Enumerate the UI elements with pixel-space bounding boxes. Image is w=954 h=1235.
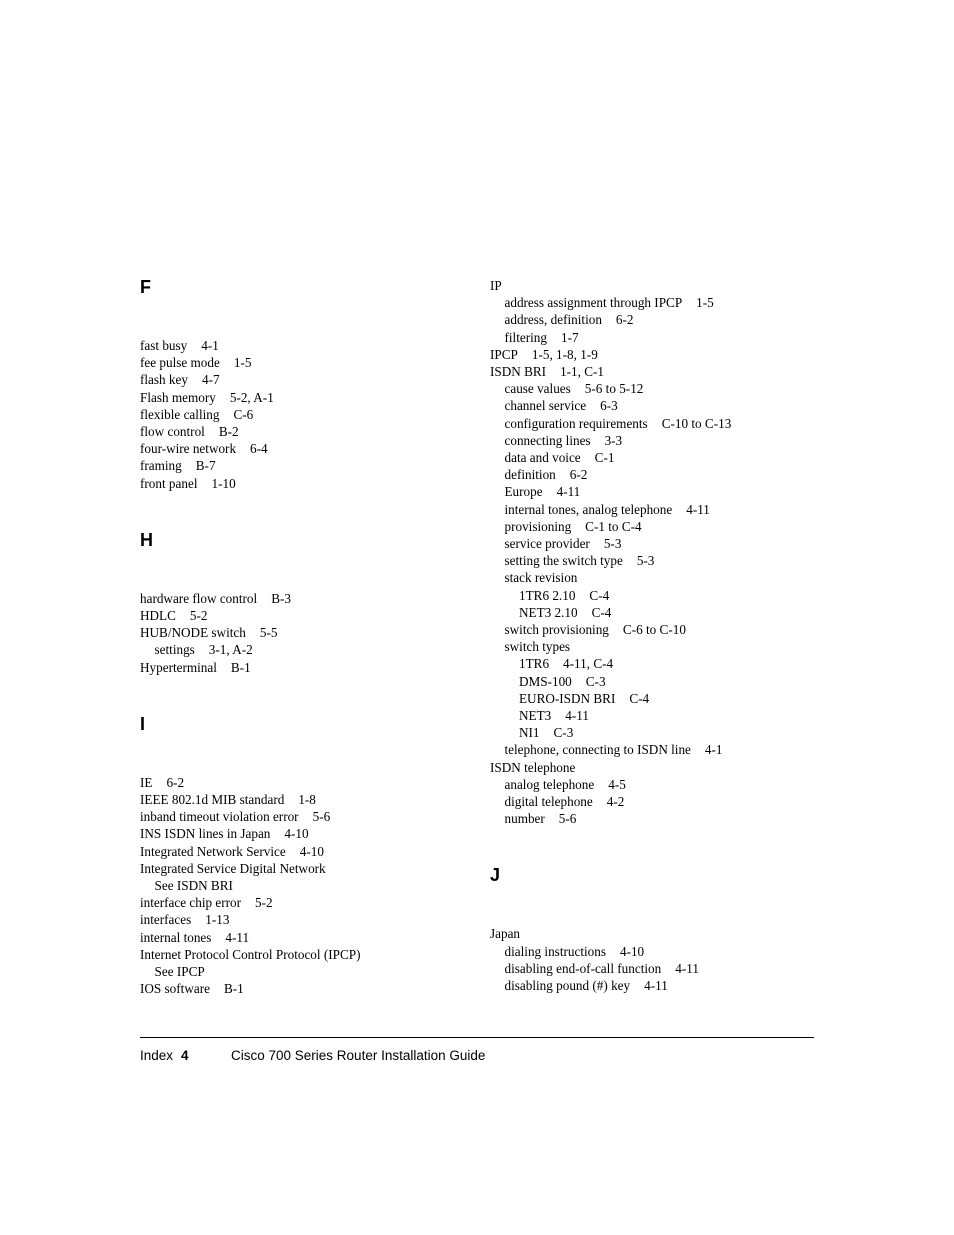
index-entry-pages[interactable]: C-4	[591, 604, 612, 620]
index-entry-term: NET3 2.10	[519, 604, 578, 620]
index-entry-pages[interactable]: 5-2	[189, 608, 208, 623]
index-entry	[519, 707, 589, 724]
index-entry	[505, 415, 732, 432]
index-entry-pages[interactable]: B-2	[218, 424, 239, 439]
index-entry	[505, 380, 644, 397]
index-entry-pages[interactable]: 3-3	[604, 432, 623, 448]
index-entry	[140, 406, 253, 423]
index-entry	[519, 587, 609, 604]
index-entry	[140, 825, 309, 842]
index-entry-term: address assignment through IPCP	[504, 295, 683, 311]
index-entry	[519, 655, 613, 672]
index-entry-term: cause values	[504, 381, 571, 397]
index-entry	[505, 569, 578, 586]
index-entry-pages[interactable]: 6-2	[166, 774, 185, 790]
index-entry	[140, 337, 219, 354]
index-entry-pages[interactable]: 5-6	[312, 809, 331, 825]
index-entry-term: Internet Protocol Control Protocol (IPCP)	[140, 946, 361, 962]
index-entry-pages[interactable]: 6-4	[250, 441, 268, 457]
index-entry-term: flexible calling	[140, 406, 220, 422]
index-entry	[490, 363, 604, 380]
index-entry	[505, 397, 618, 414]
index-entry-term: connecting lines	[504, 432, 591, 448]
index-entry-term: setting the switch type	[504, 553, 623, 569]
index-entry-pages[interactable]: 5-2, A-1	[229, 389, 274, 405]
index-entry	[505, 943, 645, 960]
index-entry	[140, 929, 249, 946]
index-entry	[155, 963, 205, 980]
index-entry-pages[interactable]: 6-2	[615, 312, 634, 328]
index-entry	[505, 741, 723, 758]
index-entry	[519, 724, 573, 741]
index-entry-term: disabling pound (#) key	[504, 978, 631, 993]
index-entry-term: See IPCP	[154, 964, 205, 979]
index-entry-pages[interactable]: 1-5	[696, 295, 714, 311]
index-entry	[519, 673, 606, 690]
index-entry-pages[interactable]: 5-3	[603, 536, 622, 551]
index-entry-pages[interactable]: 1-10	[211, 475, 236, 491]
index-entry-pages[interactable]: 1-1, C-1	[560, 364, 605, 379]
index-entry-pages[interactable]: C-4	[629, 690, 650, 706]
index-entry-term: channel service	[504, 398, 587, 414]
index-entry	[140, 946, 361, 963]
index-entry-pages[interactable]: C-6	[233, 406, 254, 422]
index-entry	[505, 311, 634, 328]
index-entry-pages[interactable]: 1-5, 1-8, 1-9	[531, 346, 598, 362]
index-entry-term: analog telephone	[504, 776, 595, 792]
section-heading: I	[140, 713, 146, 734]
index-entry-term: fast busy	[140, 338, 188, 353]
index-entry-term: definition	[504, 467, 556, 483]
index-entry-pages[interactable]: B-1	[230, 659, 251, 675]
index-entry	[140, 475, 236, 492]
section-heading: H	[140, 529, 153, 550]
footer-page-number: 4	[181, 1048, 189, 1063]
index-entry-term: four-wire network	[140, 441, 237, 457]
index-entry-term: configuration requirements	[504, 415, 648, 431]
index-entry-pages[interactable]: 6-3	[600, 398, 618, 414]
index-entry-pages[interactable]: C-3	[553, 725, 574, 741]
index-entry-term: IPCP	[490, 346, 518, 362]
index-entry-pages[interactable]: C-6 to C-10	[622, 622, 686, 637]
index-entry	[505, 810, 577, 827]
index-entry-term: hardware flow control	[140, 590, 258, 606]
index-entry	[505, 294, 714, 311]
index-entry-term: Flash memory	[140, 389, 216, 405]
index-entry	[505, 432, 623, 449]
index-entry	[140, 440, 268, 457]
index-entry	[140, 980, 244, 997]
index-entry-pages[interactable]: C-4	[589, 587, 610, 603]
index-entry	[140, 607, 208, 624]
index-entry-term: Integrated Service Digital Network	[140, 860, 326, 876]
index-entry	[140, 624, 277, 641]
index-entry-term: data and voice	[504, 450, 581, 465]
index-entry-term: NET3	[519, 708, 552, 723]
index-entry-term: switch provisioning	[504, 622, 609, 637]
index-entry-pages[interactable]: 5-3	[636, 553, 655, 569]
index-entry-pages[interactable]: 4-11, C-4	[563, 656, 614, 672]
page-footer	[140, 1047, 486, 1064]
index-entry-pages[interactable]: 5-6 to 5-12	[584, 381, 644, 397]
index-entry	[505, 518, 642, 535]
index-entry-term: filtering	[504, 329, 547, 345]
index-entry	[505, 483, 581, 500]
index-entry-pages[interactable]: B-1	[223, 981, 244, 997]
index-entry-term: Hyperterminal	[140, 659, 217, 675]
index-entry-term: flash key	[140, 372, 188, 388]
index-entry	[140, 808, 330, 825]
index-entry-pages[interactable]: C-1 to C-4	[585, 518, 642, 534]
index-entry-pages[interactable]: C-3	[585, 673, 606, 689]
index-entry	[505, 621, 686, 638]
index-entry-term: ISDN telephone	[490, 759, 576, 775]
index-entry	[519, 604, 611, 621]
index-entry-pages[interactable]: 4-11	[556, 484, 581, 500]
index-entry-term: telephone, connecting to ISDN line	[504, 742, 691, 758]
index-entry	[140, 423, 239, 440]
index-entry-term: framing	[140, 458, 182, 474]
index-entry	[140, 860, 326, 877]
index-entry-pages[interactable]: 4-5	[608, 776, 626, 792]
index-entry	[505, 793, 625, 810]
index-entry	[505, 535, 622, 552]
index-entry	[505, 776, 626, 793]
index-entry	[490, 759, 575, 776]
index-entry	[140, 371, 220, 388]
index-entry-pages[interactable]: 5-2	[255, 895, 273, 911]
index-entry-term: Japan	[490, 926, 521, 942]
index-entry-pages[interactable]: 3-1, A-2	[208, 642, 253, 658]
index-entry	[140, 457, 216, 474]
index-entry	[140, 791, 316, 808]
index-entry	[505, 501, 710, 518]
index-entry	[490, 346, 598, 363]
index-entry	[140, 774, 184, 791]
index-entry-term: 1TR6 2.10	[519, 587, 576, 603]
index-entry-term: switch types	[504, 639, 571, 655]
index-entry-pages[interactable]: 5-5	[259, 625, 278, 641]
index-entry-pages[interactable]: 4-2	[606, 794, 625, 809]
index-entry-pages[interactable]: 1-13	[205, 912, 230, 928]
index-entry	[140, 590, 291, 607]
index-entry-term: ISDN BRI	[490, 364, 547, 379]
index-entry	[140, 354, 251, 371]
index-entry	[505, 329, 579, 346]
index-entry-term: service provider	[504, 536, 590, 551]
index-entry	[490, 277, 502, 294]
index-entry-pages[interactable]: 4-10	[299, 843, 324, 859]
index-entry-pages[interactable]: 4-11	[686, 501, 710, 517]
index-entry	[140, 894, 273, 911]
index-entry-pages[interactable]: 1-7	[560, 329, 579, 345]
index-entry	[505, 449, 615, 466]
index-entry-term: disabling end-of-call function	[504, 960, 662, 976]
index-entry-term: front panel	[140, 475, 198, 491]
index-entry-pages[interactable]: 4-1	[201, 338, 219, 353]
index-entry	[519, 690, 649, 707]
index-entry	[140, 659, 251, 676]
index-entry	[505, 552, 655, 569]
section-heading: F	[140, 277, 151, 297]
index-entry-term: EURO-ISDN BRI	[519, 690, 616, 706]
index-entry	[490, 925, 520, 942]
index-entry-pages[interactable]: 4-11	[565, 708, 589, 723]
index-entry	[505, 638, 571, 655]
index-entry-term: inband timeout violation error	[140, 809, 299, 825]
index-entry-term: HDLC	[140, 608, 176, 623]
index-entry-pages[interactable]: 4-11	[225, 929, 250, 945]
footer-rule	[140, 1037, 814, 1038]
index-entry-pages[interactable]: 1-8	[298, 792, 316, 807]
index-entry-term: INS ISDN lines in Japan	[140, 826, 271, 842]
index-entry	[155, 877, 233, 894]
index-entry	[140, 389, 274, 406]
index-entry-term: flow control	[140, 424, 205, 439]
index-entry-pages[interactable]: 4-11	[675, 960, 699, 976]
index-entry	[505, 466, 588, 483]
index-entry	[505, 977, 668, 994]
index-entry-term: interface chip error	[140, 895, 242, 911]
index-entry-term: number	[504, 811, 545, 827]
index-entry-term: 1TR6	[519, 656, 550, 672]
index-entry-term: stack revision	[504, 570, 578, 586]
index-entry-term: address, definition	[504, 312, 602, 328]
index-entry-pages[interactable]: 6-2	[569, 467, 588, 483]
index-entry-term: IE	[140, 774, 153, 790]
index-entry-term: settings	[154, 642, 195, 658]
footer-section-label: Index	[140, 1048, 174, 1063]
index-entry-term: fee pulse mode	[140, 355, 220, 371]
index-entry-term: DMS-100	[519, 673, 572, 689]
index-entry-term: internal tones, analog telephone	[504, 501, 673, 517]
index-entry-term: digital telephone	[504, 794, 593, 809]
index-entry-term: interfaces	[140, 912, 192, 928]
footer-book-title: Cisco 700 Series Router Installation Guide	[231, 1048, 486, 1063]
index-entry-term: internal tones	[140, 929, 212, 945]
index-entry-term: provisioning	[504, 518, 572, 534]
index-entry-term: See ISDN BRI	[154, 878, 233, 893]
section-heading: J	[490, 865, 501, 886]
index-entry	[505, 960, 699, 977]
index-entry-pages[interactable]: 4-10	[284, 826, 309, 842]
index-entry-pages[interactable]: 1-5	[233, 355, 252, 371]
index-entry-term: NI1	[519, 725, 540, 741]
index-entry-term: IEEE 802.1d MIB standard	[140, 792, 285, 807]
index-entry-pages[interactable]: 4-1	[704, 742, 723, 758]
index-entry	[155, 641, 253, 658]
index-entry-term: IP	[490, 278, 502, 293]
index-entry	[140, 911, 229, 928]
index-entry-pages[interactable]: 5-6	[558, 811, 577, 827]
index-entry-pages[interactable]: B-3	[271, 590, 291, 606]
index-entry-term: IOS software	[140, 981, 210, 997]
index-entry	[140, 843, 324, 860]
index-entry-pages[interactable]: C-10 to C-13	[661, 415, 732, 431]
index-entry-pages[interactable]: C-1	[594, 450, 615, 465]
index-entry-pages[interactable]: B-7	[195, 458, 216, 474]
index-entry-term: HUB/NODE switch	[140, 625, 246, 641]
index-entry-term: dialing instructions	[504, 943, 606, 959]
index-entry-term: Europe	[504, 484, 543, 500]
index-entry-pages[interactable]: 4-11	[644, 978, 668, 993]
index-entry-pages[interactable]: 4-7	[201, 372, 220, 388]
index-entry-pages[interactable]: 4-10	[619, 943, 645, 959]
index-entry-term: Integrated Network Service	[140, 843, 286, 859]
